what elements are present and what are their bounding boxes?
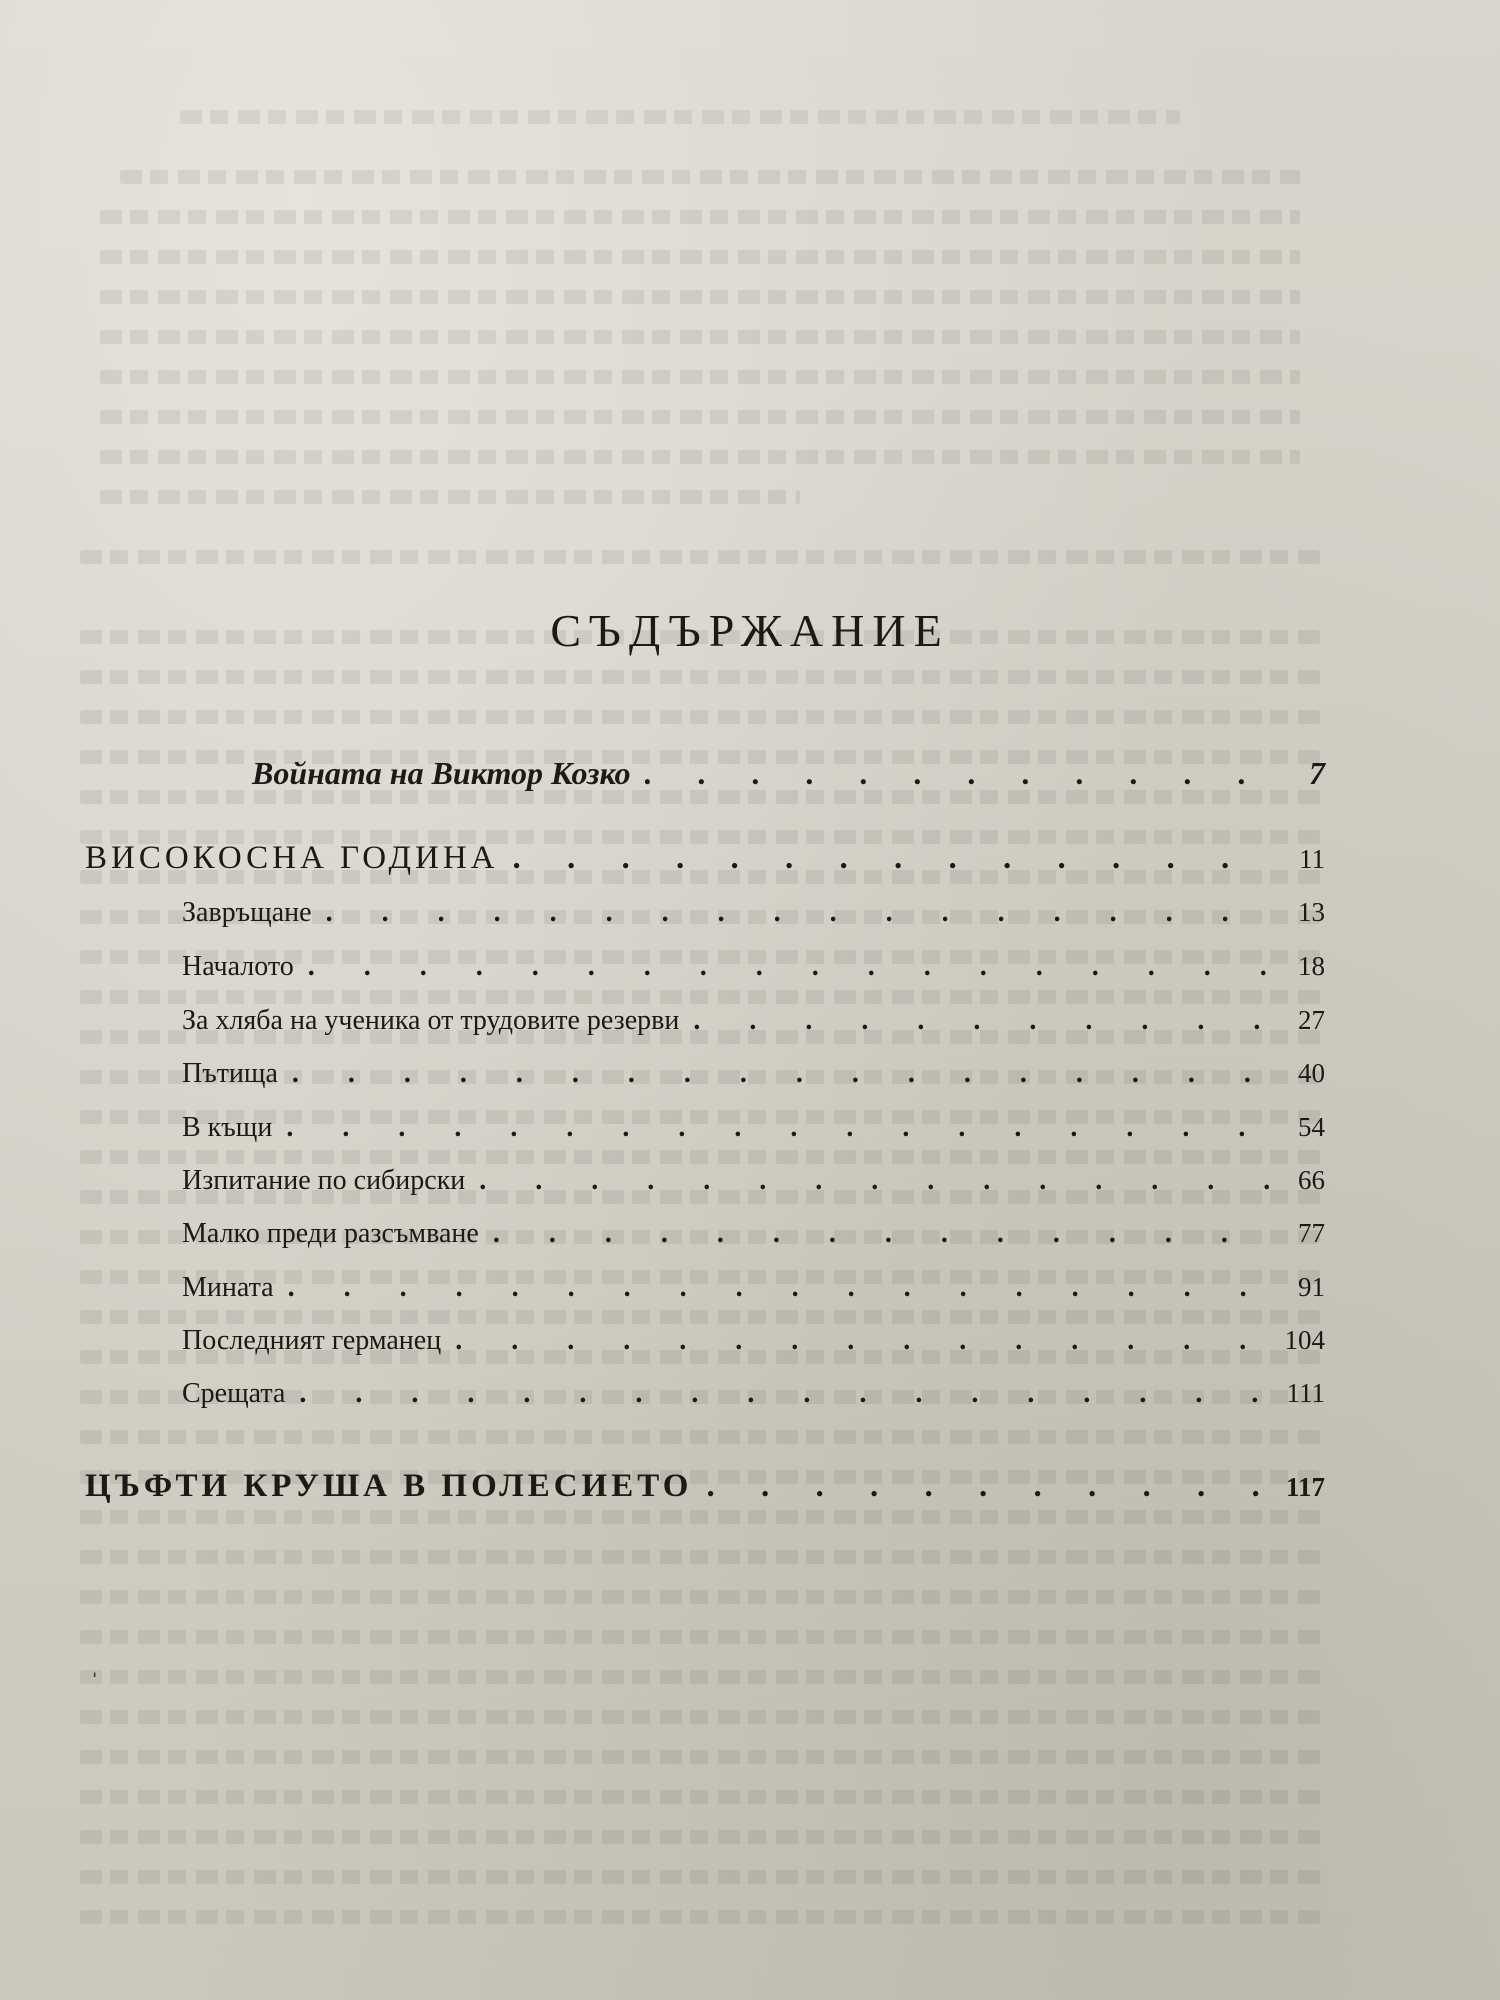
toc-entry-label: Последният германец — [182, 1325, 442, 1356]
toc-part-heading — [85, 840, 1325, 877]
toc-entry-label: Завръщане — [182, 897, 312, 928]
toc-entry-label: Малко преди разсъмване — [182, 1218, 479, 1249]
toc-page-number: 117 — [1285, 1472, 1325, 1502]
toc-entry-label: За хляба на ученика от трудовите резерви — [182, 1005, 680, 1036]
toc-page-number: 18 — [1298, 951, 1325, 981]
toc-page-number: 11 — [1299, 844, 1325, 874]
dot-leader — [512, 840, 1275, 877]
dot-leader — [299, 1378, 1275, 1410]
toc-chapter-entry — [182, 1005, 1325, 1037]
margin-mark: ˌ — [90, 1647, 100, 1678]
toc-page-number: 40 — [1298, 1058, 1325, 1088]
toc-entry-label: Началото — [182, 951, 294, 982]
toc-chapter-entry — [182, 1218, 1325, 1250]
toc-entry-label: В къщи — [182, 1112, 273, 1143]
toc-chapter-entry — [182, 951, 1325, 983]
dot-leader — [645, 755, 1275, 792]
toc-entry-intro — [252, 755, 1325, 792]
toc-page-number: 91 — [1298, 1272, 1325, 1302]
toc-page-number: 7 — [1309, 755, 1325, 791]
dot-leader — [493, 1218, 1275, 1250]
dot-leader — [286, 1112, 1275, 1144]
toc-chapter-entry — [182, 1325, 1325, 1357]
dot-leader — [479, 1165, 1275, 1197]
toc-entry-label: Мината — [182, 1272, 274, 1303]
toc-page-number: 13 — [1298, 897, 1325, 927]
toc-chapter-entry — [182, 1378, 1325, 1410]
toc-chapter-entry — [182, 1112, 1325, 1144]
dot-leader — [455, 1325, 1274, 1357]
toc-chapter-entry — [182, 1165, 1325, 1197]
toc-page-number: 54 — [1298, 1112, 1325, 1142]
toc-page-number: 104 — [1284, 1325, 1325, 1355]
toc-part-label: ЦЪФТИ КРУША В ПОЛЕСИЕТО — [85, 1468, 693, 1504]
toc-part-heading — [85, 1468, 1325, 1505]
toc-entry-label: Войната на Виктор Козко — [252, 755, 631, 791]
dot-leader — [292, 1058, 1275, 1090]
toc-entry-label: Пътища — [182, 1058, 278, 1089]
dot-leader — [288, 1272, 1275, 1304]
dot-leader — [706, 1468, 1275, 1505]
toc-entry-label: Срещата — [182, 1378, 286, 1409]
toc-page-number: 77 — [1298, 1218, 1325, 1248]
dot-leader — [326, 897, 1275, 929]
page-title: СЪДЪРЖАНИЕ — [550, 605, 950, 656]
toc-entry-label: Изпитание по сибирски — [182, 1165, 466, 1196]
toc-chapter-entry — [182, 897, 1325, 929]
toc-chapter-entry — [182, 1272, 1325, 1304]
dot-leader — [308, 951, 1275, 983]
toc-chapter-entry — [182, 1058, 1325, 1090]
toc-page-number: 66 — [1298, 1165, 1325, 1195]
toc-page-number: 27 — [1298, 1005, 1325, 1035]
toc-page-number: 111 — [1286, 1378, 1325, 1408]
dot-leader — [693, 1005, 1275, 1037]
toc-part-label: ВИСОКОСНА ГОДИНА — [85, 840, 499, 876]
